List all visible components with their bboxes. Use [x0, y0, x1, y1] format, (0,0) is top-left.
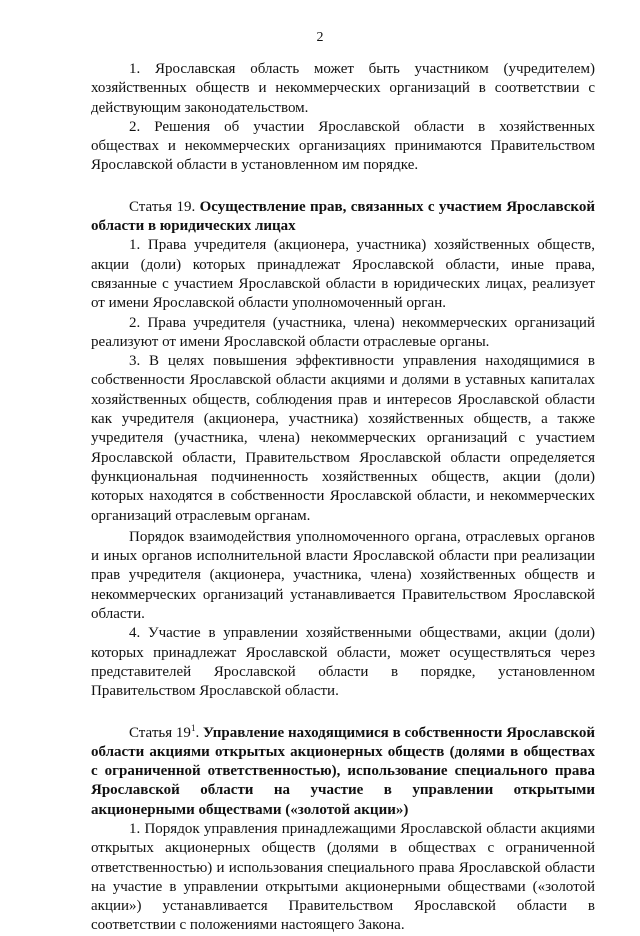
- article-19-paragraph-2: 2. Права учредителя (участника, члена) некоммерческих организаций реализуют от имени Ярославской области отраслевые органы.: [91, 314, 595, 350]
- article-19-1-superscript: 1: [190, 722, 196, 733]
- article-19-1-number: Статья $19^1$.: [129, 722, 200, 741]
- article-19-title: Осуществление прав, связанных с участием Ярославской области в юридических лицах: [91, 198, 595, 235]
- page-number: 2: [316, 30, 324, 45]
- article-19-paragraph-3: 3. В целях повышения эффективности управления находящимися в собственности Ярославской области акциями и долями в уставных капиталах хозяйственных обществ, соблюдения прав и интересов Ярославской области как учредителя (акционера, участника) хозяйственных обществ, а также учредителя (участника, члена) некоммерческих организаций с участием Ярославской области, Правительством Ярославской области определяется функциональная подчиненность хозяйственных обществ, акции (доли) которых находятся в собственности Ярославской области, и некоммерческих организаций отраслевым органам.: [91, 353, 595, 524]
- article-19-number: Статья 19.: [129, 198, 196, 215]
- section-spacer: [91, 702, 595, 724]
- article-19-paragraph-3-continued: Порядок взаимодействия уполномоченного органа, отраслевых органов и иных органов исполнительной власти Ярославской области при реализации прав учредителя (акционера, участника, члена) хозяйственных обществ и некоммерческих организаций устанавливается Правительством Ярославской области.: [91, 528, 595, 623]
- article-19-1-title: Управление находящимися в собственности Ярославской области акциями открытых акционерных обществ (долями в обществах с ограниченной ответственностью), использование специального права Ярославской области на участие в управлении открытыми акционерными обществами («золотой акции»): [91, 724, 595, 818]
- article-19-heading: [91, 198, 595, 237]
- section-spacer: [91, 176, 595, 198]
- document-body: [91, 60, 595, 936]
- article-19-paragraph-1: 1. Права учредителя (акционера, участника) хозяйственных обществ, акции (доли) которых принадлежат Ярославской области, иные права, связанные с участием Ярославской области в юридических лицах, реализует от имени Ярославской области уполномоченный орган.: [91, 237, 595, 312]
- article-19-1-heading: [91, 724, 595, 820]
- article-18-paragraph-2: 2. Решения об участии Ярославской области в хозяйственных обществах и некоммерческих организациях принимаются Правительством Ярославской области в установленном им порядке.: [91, 118, 595, 174]
- article-18-paragraph-1: 1. Ярославская область может быть участником (учредителем) хозяйственных обществ и некоммерческих организаций в соответствии с действующим законодательством.: [91, 61, 595, 116]
- article-19-1-paragraph-1: 1. Порядок управления принадлежащими Ярославской области акциями открытых акционерных обществ (долями в обществах с ограниченной ответственностью) и использования специального права Ярославской области на участие в управлении открытыми акционерными обществами («золотой акции») устанавливается Правительством Ярославской области в соответствии с положениями настоящего Закона.: [91, 820, 595, 934]
- article-19-paragraph-4: 4. Участие в управлении хозяйственными обществами, акции (доли) которых принадлежат Ярославской области, может осуществляться через представителей Ярославской области в порядке, установленном Правительством Ярославской области.: [91, 625, 595, 700]
